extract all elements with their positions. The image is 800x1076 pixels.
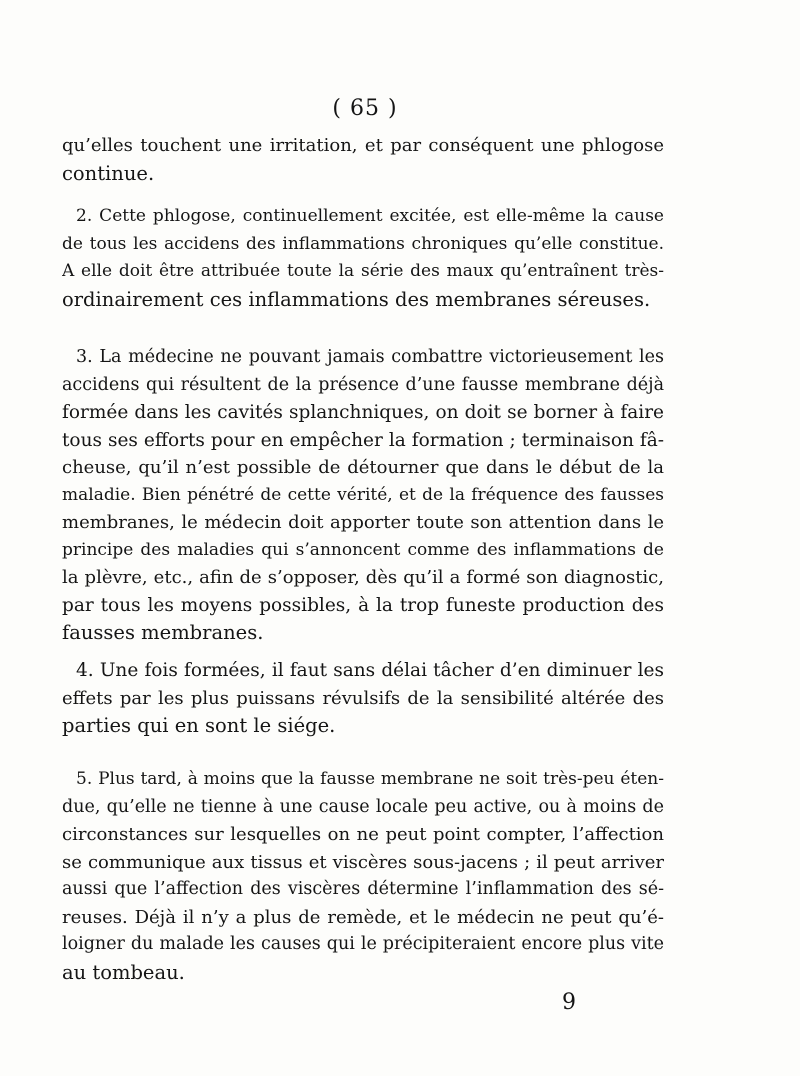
text-line: qu’elles touchent une irritation, et par conséquent une phlogose [62, 135, 664, 156]
text-line: parties qui en sont le siége. [62, 714, 336, 737]
text-line: due, qu’elle ne tienne à une cause locale peu active, ou à moins de [62, 796, 664, 817]
text-line: maladie. Bien pénétré de cette vérité, et de la fréquence des fausses [62, 484, 664, 505]
text-line: se communique aux tissus et viscères sous-jacens ; il peut arriver [62, 851, 664, 873]
text-line: A elle doit être attribuée toute la série des maux qu’entraînent très- [62, 261, 664, 281]
text-line: continue. [62, 161, 155, 185]
paragraph-3 [62, 344, 664, 647]
text-line: principe des maladies qui s’annoncent comme des inflammations de [62, 539, 664, 560]
text-line: la plèvre, etc., afin de s’opposer, dès qu’il a formé son diagnostic, [62, 567, 664, 588]
text-line: au tombeau. [62, 960, 185, 984]
text-line: cheuse, qu’il n’est possible de détourner que dans le début de la [62, 457, 664, 478]
text-line: fausses membranes. [62, 621, 264, 644]
text-line: accidens qui résultent de la présence d’une fausse membrane déjà [62, 374, 664, 395]
signature-mark: 9 [562, 990, 576, 1015]
text-line: 3. La médecine ne pouvant jamais combattre victorieusement les [76, 347, 664, 367]
paragraph-1 [62, 132, 664, 187]
text-line: tous ses efforts pour en empêcher la formation ; terminaison fâ- [62, 429, 664, 451]
text-line: 5. Plus tard, à moins que la fausse membrane ne soit très-peu éten- [76, 769, 664, 789]
text-line: par tous les moyens possibles, à la trop funeste production des [62, 594, 664, 616]
paragraph-2 [62, 203, 664, 313]
text-line: formée dans les cavités splanchniques, on doit se borner à faire [62, 402, 664, 423]
paragraph-4 [62, 657, 664, 740]
text-line: circonstances sur lesquelles on ne peut point compter, l’affection [62, 824, 664, 845]
text-line: aussi que l’affection des viscères détermine l’inflammation des sé- [62, 879, 664, 899]
paragraph-5 [62, 766, 664, 986]
text-line: de tous les accidens des inflammations chroniques qu’elle constitue. [62, 233, 664, 254]
text-line: membranes, le médecin doit apporter toute son attention dans le [62, 512, 664, 533]
page-number-header: ( 65 ) [332, 96, 398, 121]
text-line: 2. Cette phlogose, continuellement excitée, est elle-même la cause [76, 206, 664, 226]
text-line: ordinairement ces inflammations des membranes séreuses. [62, 287, 651, 311]
text-line: effets par les plus puissans révulsifs de la sensibilité altérée des [62, 687, 664, 709]
text-line: reuses. Déjà il n’y a plus de remède, et le médecin ne peut qu’é- [62, 906, 664, 928]
text-line: 4. Une fois formées, il faut sans délai tâcher d’en diminuer les [76, 660, 664, 681]
text-line: loigner du malade les causes qui le précipiteraient encore plus vite [62, 934, 664, 954]
